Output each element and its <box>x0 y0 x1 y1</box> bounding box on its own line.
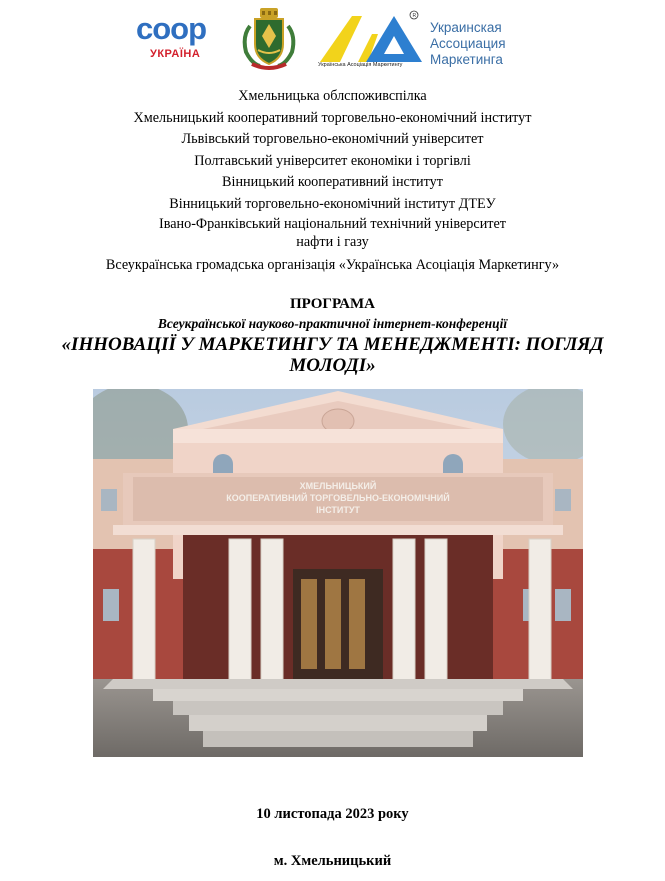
organizer-line: нафти і газу <box>296 234 369 250</box>
conference-date: 10 листопада 2023 року <box>256 806 409 822</box>
coop-logo-country: УКРАЇНА <box>150 48 201 60</box>
program-title: ПРОГРАМА <box>289 296 376 312</box>
organizer-line: Вінницький кооперативний інститут <box>222 174 443 190</box>
conference-city: м. Хмельницький <box>273 853 392 869</box>
building-sign-line: ІНСТИТУТ <box>316 505 360 515</box>
organizer-line: Хмельницька облспоживспілка <box>238 88 427 104</box>
organizer-line: Львівський торговельно-економічний університет <box>181 131 484 147</box>
uam-logo-name-line: Маркетинга <box>430 52 503 67</box>
organizers-list <box>0 86 665 277</box>
institute-building-photo <box>93 389 583 757</box>
uam-logo-caption: Українська Асоціація Маркетингу <box>318 62 403 68</box>
organizer-line: Вінницький торговельно-економічний інститут ДТЕУ <box>169 195 496 212</box>
uam-logo-name-line: Ассоциация <box>430 36 506 51</box>
uam-logo-name <box>430 20 506 68</box>
organizer-line: Івано-Франківський національний технічний університет <box>158 216 506 232</box>
uam-logo-name-line: Украинская <box>430 20 502 35</box>
logos-header <box>0 6 665 74</box>
uam-logo-mark <box>318 10 426 66</box>
organizer-line: Хмельницький кооперативний торговельно-економічний інститут <box>133 109 532 126</box>
uam-logo <box>318 10 518 72</box>
coop-logo <box>136 11 212 64</box>
organizer-line: Всеукраїнська громадська організація «Українська Асоціація Маркетингу» <box>105 257 560 273</box>
conference-name <box>0 334 665 376</box>
coat-of-arms-icon <box>238 6 300 72</box>
conference-name-line: МОЛОДІ» <box>289 355 376 376</box>
building-illustration <box>93 389 583 757</box>
program-subtitle: Всеукраїнської науково-практичної інтернет-конференції <box>157 316 508 331</box>
conference-name-line: «ІННОВАЦІЇ У МАРКЕТИНГУ ТА МЕНЕДЖМЕНТІ: ПОГЛЯД <box>61 334 604 355</box>
organizer-line: Полтавський університет економіки і торгівлі <box>194 152 471 169</box>
building-sign-line: ХМЕЛЬНИЦЬКИЙ <box>299 481 377 491</box>
building-sign-line: КООПЕРАТИВНИЙ ТОРГОВЕЛЬНО-ЕКОНОМІЧНИЙ <box>226 493 450 503</box>
svg-text:R: R <box>412 13 417 19</box>
coop-logo-word: coop <box>136 11 207 46</box>
